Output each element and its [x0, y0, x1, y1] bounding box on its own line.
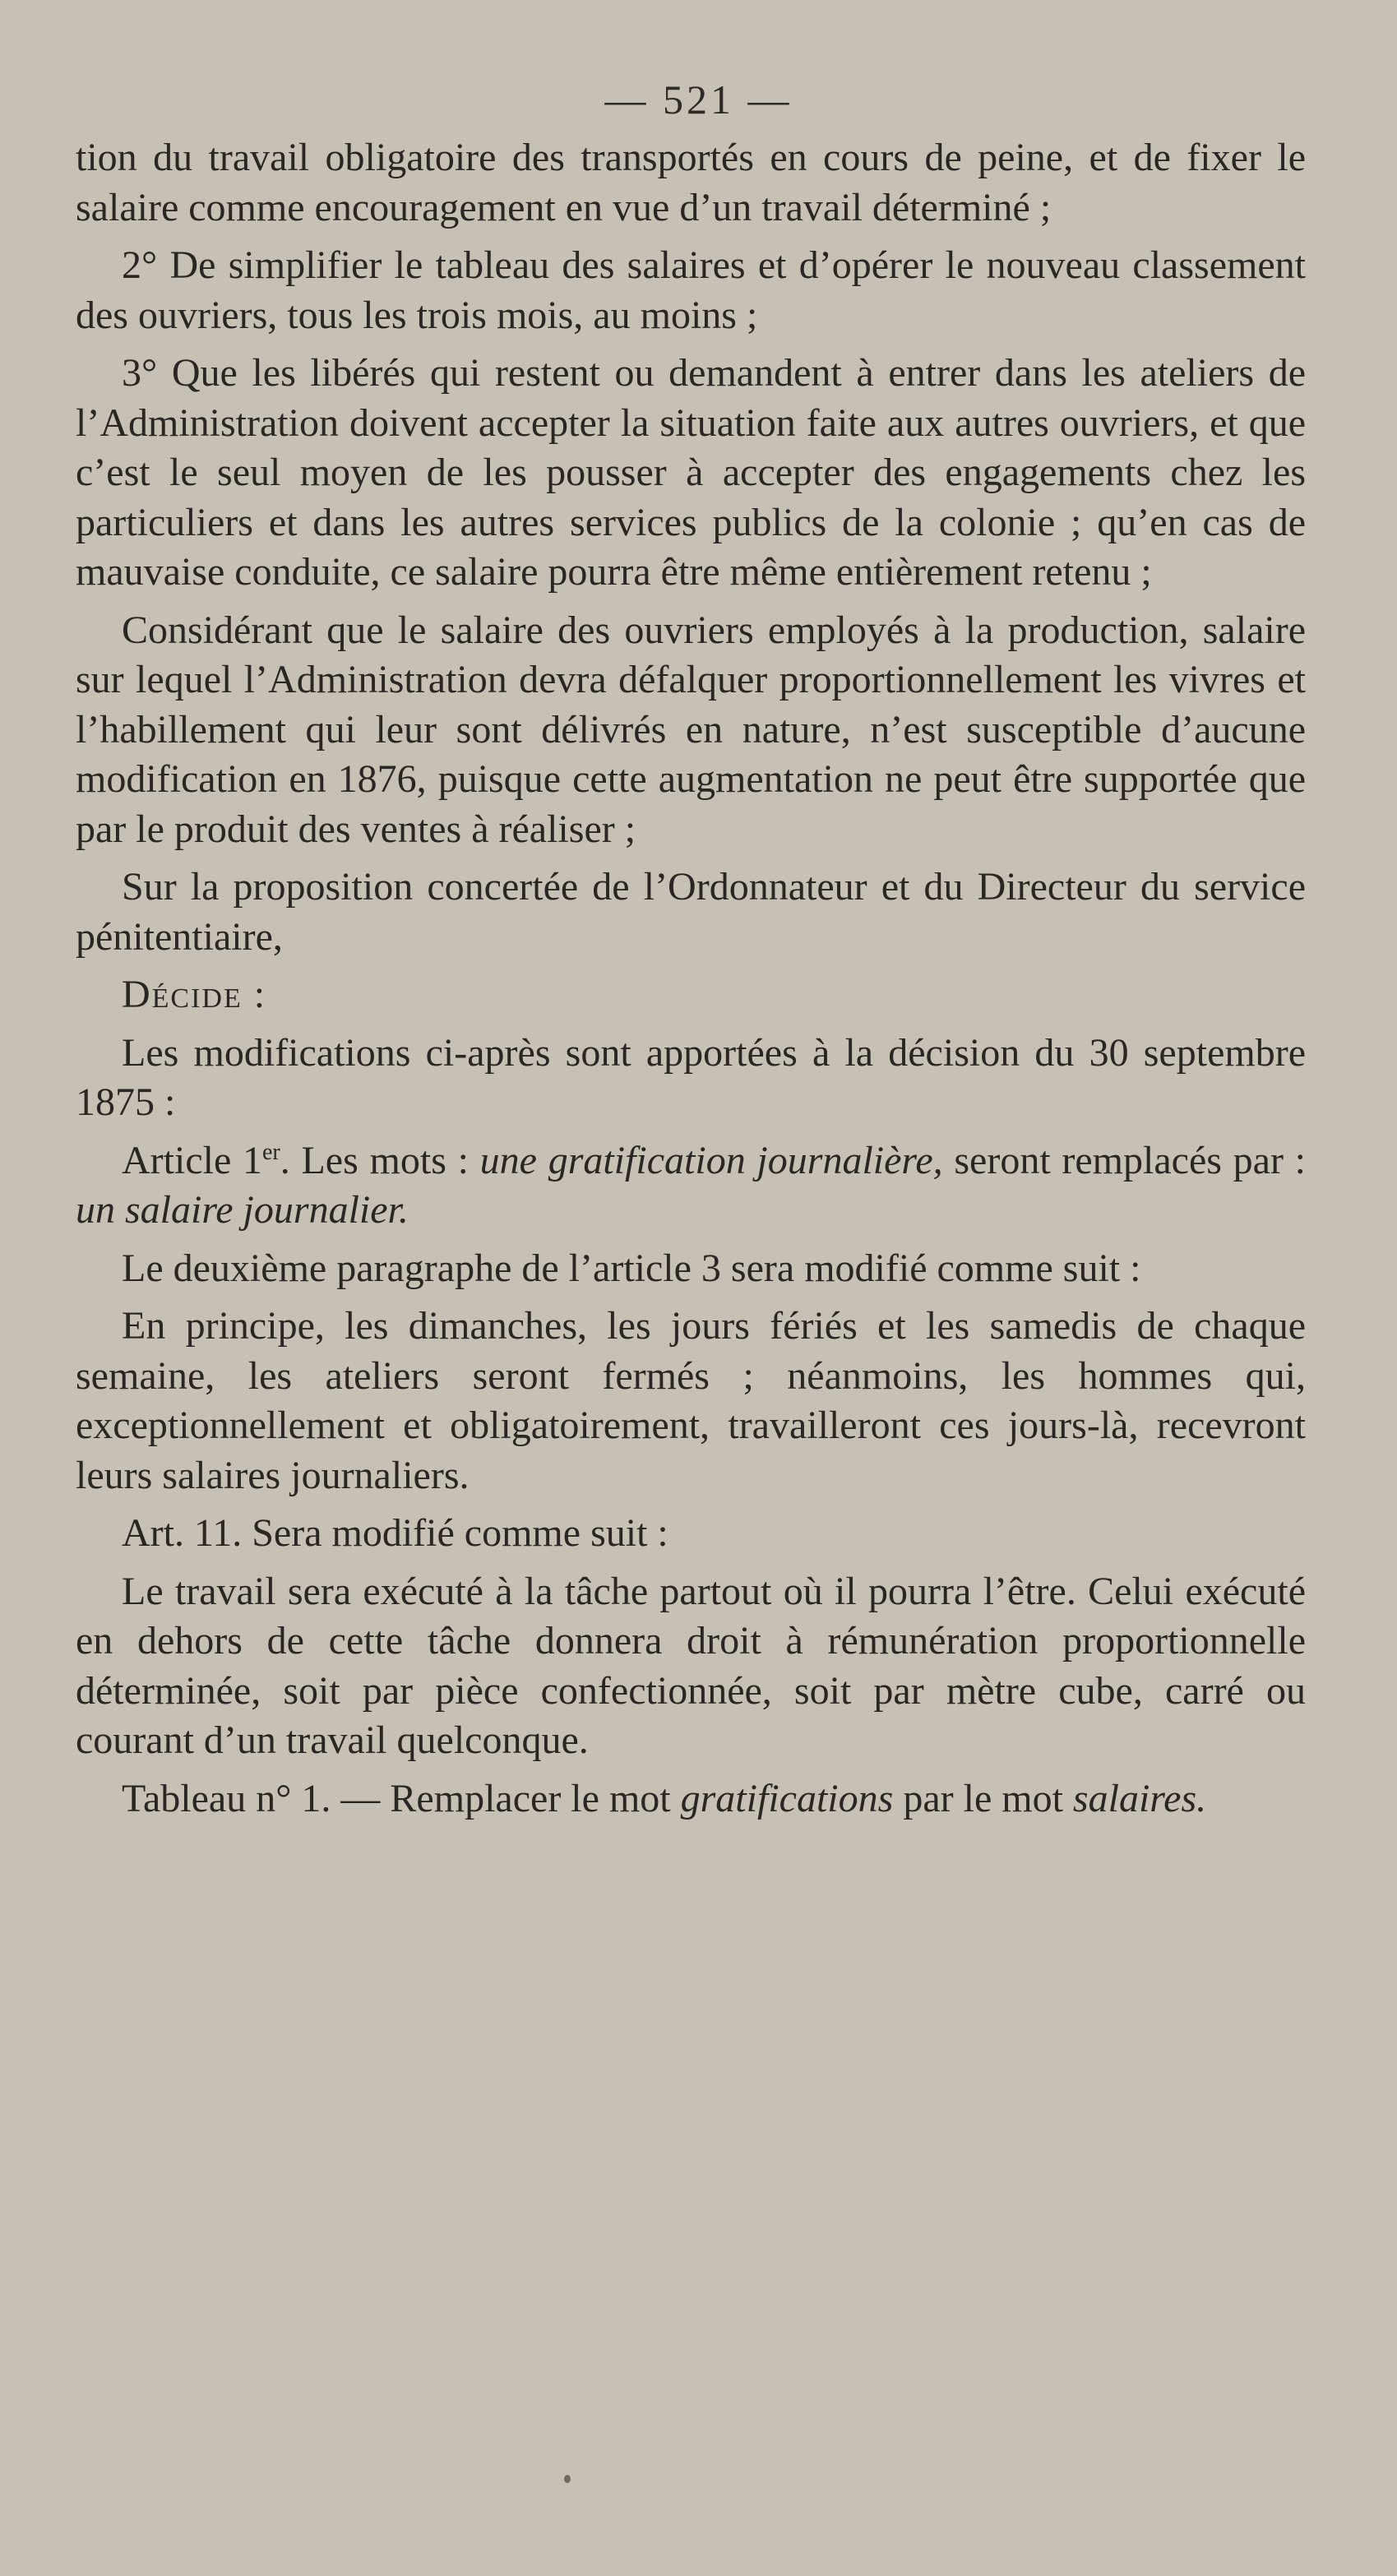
tableau-text: Tableau n° 1. — Remplacer le mot — [122, 1776, 681, 1820]
tableau-italic-old: gratifications — [680, 1776, 894, 1820]
paragraph: En principe, les dimanches, les jours fériés et les samedis de chaque semaine, les ateliers seront fermés ; néanmoins, les hommes qui, exceptionnellement et obligatoirement, travailleront ces jours-là, recevront leurs salaires journaliers. — [76, 1304, 1306, 1497]
tableau-text-2: par le mot — [893, 1776, 1073, 1820]
paragraph: Considérant que le salaire des ouvriers employés à la production, salaire sur lequel l’Administration devra défalquer proportionnellement les vivres et l’habillement qui leur sont délivrés en nature, n’est susceptible d’aucune modification en 1876, puisque cette augmentation ne peut être supportée que par le produit des ventes à réaliser ; — [76, 608, 1306, 851]
paragraph: Le deuxième paragraphe de l’article 3 sera modifié comme suit : — [122, 1246, 1141, 1290]
decide-label: Décide : — [122, 973, 267, 1016]
ink-speck — [564, 2475, 571, 2483]
paragraph: Le travail sera exécuté à la tâche partout où il pourra l’être. Celui exécuté en dehors de cette tâche donnera droit à rémunération proportionnelle déterminée, soit par pièce confectionnée, soit par mètre cube, carré ou courant d’un travail quelconque. — [76, 1569, 1306, 1762]
paragraph: 3° Que les libérés qui restent ou demandent à entrer dans les ateliers de l’Administration doivent accepter la situation faite aux autres ouvriers, et que c’est le seul moyen de les pousser à accepter des engagements chez les particuliers et dans les autres services publics de la colonie ; qu’en cas de mauvaise conduite, ce salaire pourra être même entièrement retenu ; — [76, 351, 1306, 594]
tableau-paragraph — [76, 1774, 1306, 1824]
tableau-italic-new: salaires. — [1072, 1776, 1207, 1820]
paragraph: Sur la proposition concertée de l’Ordonnateur et du Directeur du service pénitentiaire, — [76, 865, 1306, 959]
paragraph: tion du travail obligatoire des transportés en cours de peine, et de fixer le salaire comme encouragement en vue d’un travail déterminé ; — [76, 136, 1306, 229]
article-1-paragraph — [76, 1136, 1306, 1236]
paragraph: Les modifications ci-après sont apportées à la décision du 30 septembre 1875 : — [76, 1030, 1306, 1124]
page-number: — 521 — — [604, 76, 793, 123]
paragraph: Art. 11. Sera modifié comme suit : — [122, 1511, 668, 1555]
article-1-text: . Les mots : — [280, 1138, 480, 1182]
article-1-label: Article 1 — [122, 1138, 262, 1182]
article-1-italic-old: une gratification journalière, — [479, 1138, 943, 1182]
article-1-sup: er — [262, 1139, 280, 1165]
paragraph: 2° De simplifier le tableau des salaires et d’opérer le nouveau classement des ouvriers, tous les trois mois, au moins ; — [76, 243, 1306, 337]
body-text — [76, 133, 1306, 1832]
decide-heading — [76, 970, 1306, 1020]
article-1-italic-new: un salaire journalier. — [76, 1188, 409, 1232]
article-1-text-2: seront remplacés par : — [942, 1138, 1307, 1182]
